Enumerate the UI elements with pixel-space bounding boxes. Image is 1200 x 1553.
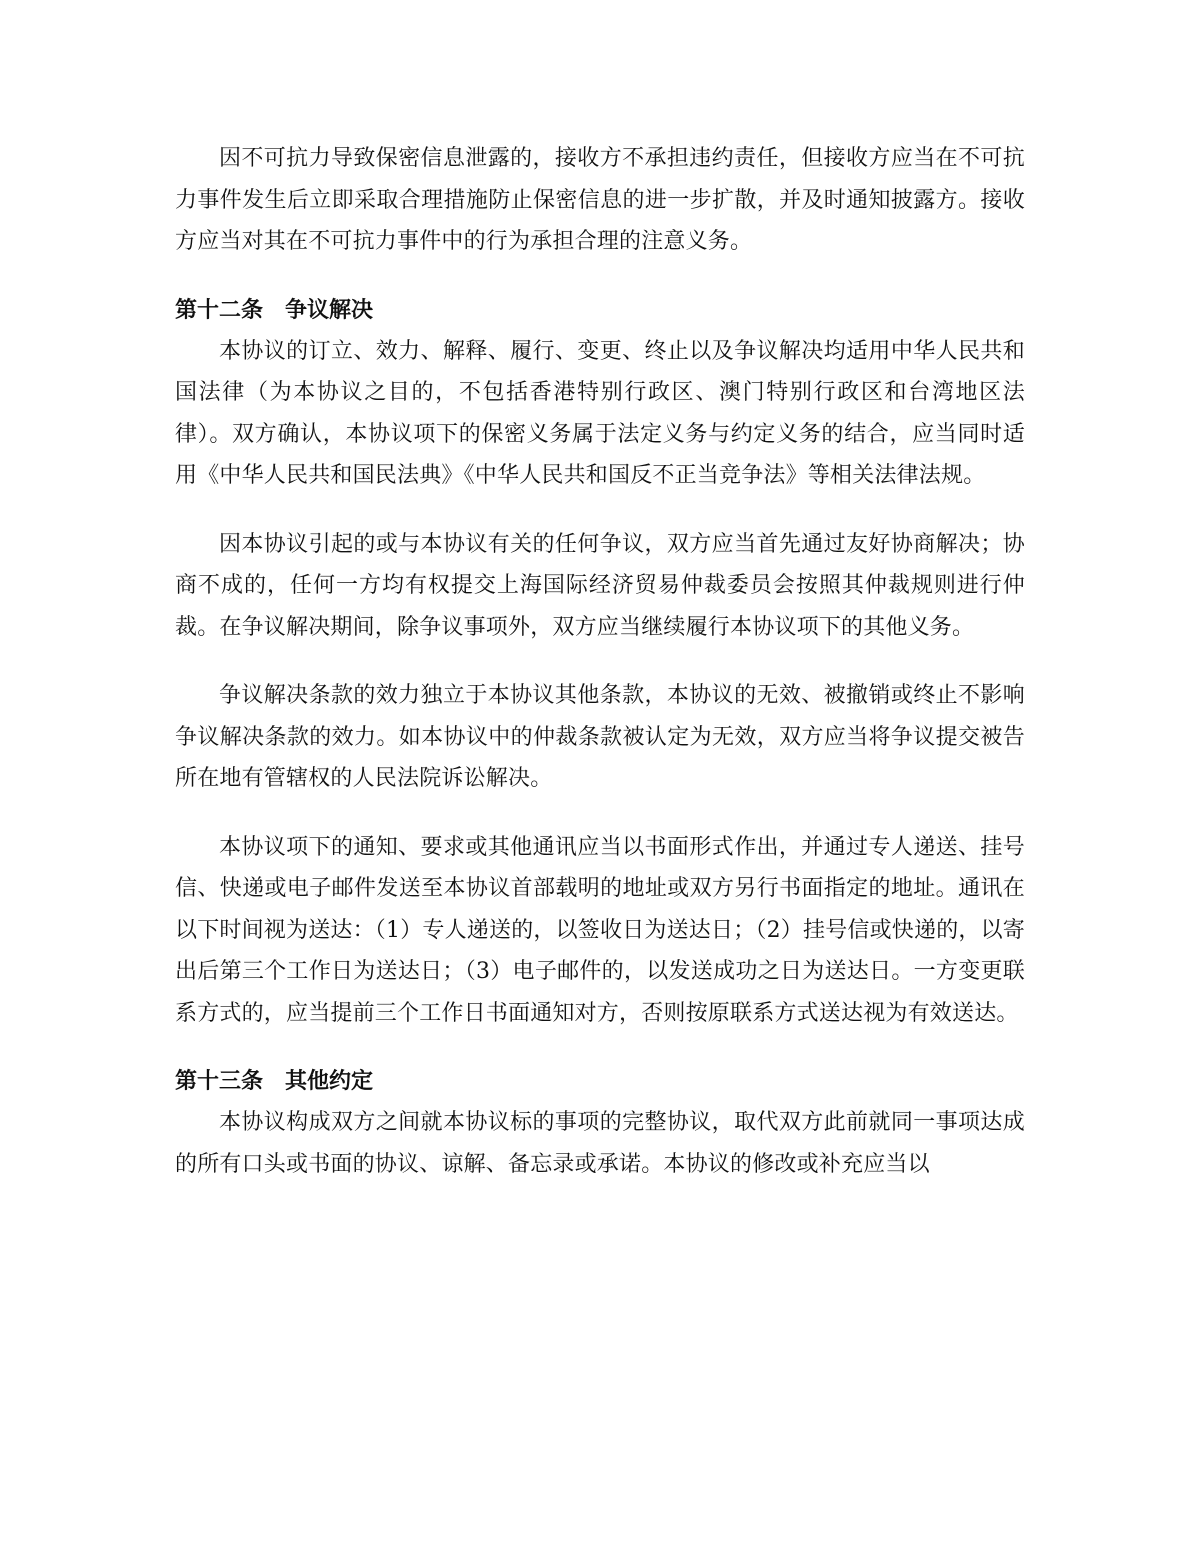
arbitration-paragraph: 因本协议引起的或与本协议有关的任何争议，双方应当首先通过友好协商解决；协商不成的，任何一方均有权提交上海国际经济贸易仲裁委员会按照其仲裁规则进行仲裁。在争议解决期间，除争议事项外，双方应当继续履行本协议项下的其他义务。 [175, 531, 1025, 640]
notice-paragraph: 本协议项下的通知、要求或其他通讯应当以书面形式作出，并通过专人递送、挂号信、快递或电子邮件发送至本协议首部载明的地址或双方另行书面指定的地址。通讯在以下时间视为送达：（1）专人递送的，以签收日为送达日；（2）挂号信或快递的，以寄出后第三个工作日为送达日；（3）电子邮件的，以发送成功之日为送达日。一方变更联系方式的，应当提前三个工作日书面通知对方，否则按原联系方式送达视为有效送达。 [175, 834, 1025, 1026]
article-13-heading: 第十三条 其他约定 [175, 1069, 374, 1094]
document-page [175, 138, 1025, 1185]
governing-law-paragraph: 本协议的订立、效力、解释、履行、变更、终止以及争议解决均适用中华人民共和国法律（为本协议之目的，不包括香港特别行政区、澳门特别行政区和台湾地区法律）。双方确认，本协议项下的保密义务属于法定义务与约定义务的结合，应当同时适用《中华人民共和国民法典》《中华人民共和国反不正当竞争法》等相关法律法规。 [175, 338, 1025, 488]
severability-paragraph: 争议解决条款的效力独立于本协议其他条款，本协议的无效、被撤销或终止不影响争议解决条款的效力。如本协议中的仲裁条款被认定为无效，双方应当将争议提交被告所在地有管辖权的人民法院诉讼解决。 [175, 683, 1025, 791]
entire-agreement-paragraph: 本协议构成双方之间就本协议标的事项的完整协议，取代双方此前就同一事项达成的所有口头或书面的协议、谅解、备忘录或承诺。本协议的修改或补充应当以 [175, 1110, 1025, 1177]
force-majeure-paragraph: 因不可抗力导致保密信息泄露的，接收方不承担违约责任，但接收方应当在不可抗力事件发生后立即采取合理措施防止保密信息的进一步扩散，并及时通知披露方。接收方应当对其在不可抗力事件中的行为承担合理的注意义务。 [175, 146, 1025, 254]
article-12-heading: 第十二条 争议解决 [175, 297, 374, 323]
